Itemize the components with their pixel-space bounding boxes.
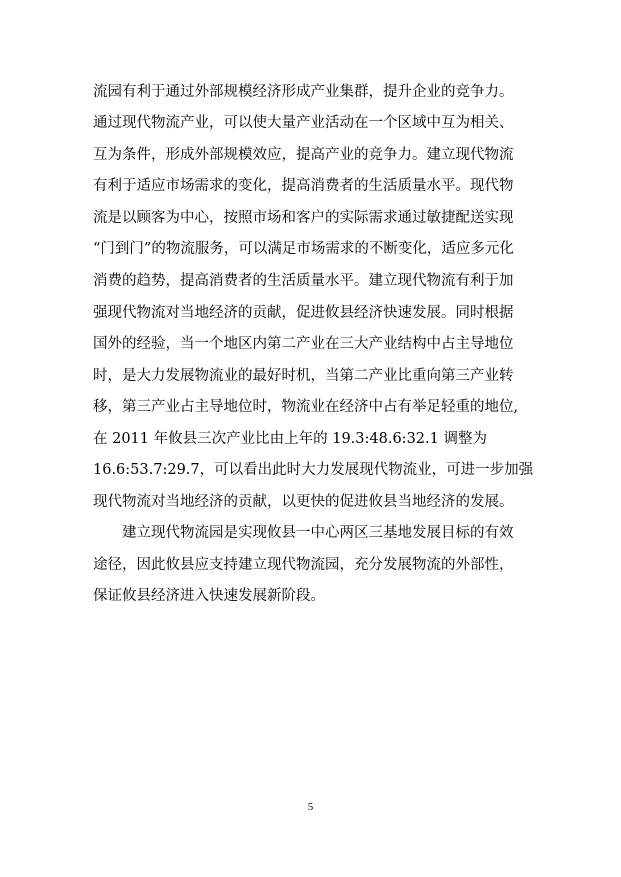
- text-line: 时，是大力发展物流业的最好时机，当第二产业比重向第三产业转: [93, 368, 514, 384]
- text-line: 通过现代物流产业，可以使大量产业活动在一个区域中互为相关、: [93, 115, 514, 131]
- text-line: 建立现代物流园是实现攸县一中心两区三基地发展目标的有效: [122, 525, 514, 541]
- text-line: 16.6:53.7:29.7，可以看出此时大力发展现代物流业，可进一步加强: [93, 462, 534, 478]
- text-line: 现代物流对当地经济的贡献，以更快的促进攸县当地经济的发展。: [93, 494, 514, 510]
- text-line: 强现代物流对当地经济的贡献，促进攸县经济快速发展。同时根据: [93, 305, 514, 321]
- text-line: 在 2011 年攸县三次产业比由上年的 19.3:48.6:32.1 调整为: [93, 431, 487, 447]
- text-line: 保证攸县经济进入快速发展新阶段。: [93, 588, 325, 604]
- text-line: 移，第三产业占主导地位时，物流业在经济中占有举足轻重的地位,: [93, 399, 519, 415]
- text-line: “门到门”的物流服务，可以满足市场需求的不断变化，适应多元化: [93, 241, 514, 257]
- text-line: 途径，因此攸县应支持建立现代物流园，充分发展物流的外部性，: [93, 557, 514, 573]
- text-line: 国外的经验，当一个地区内第二产业在三大产业结构中占主导地位: [93, 336, 514, 352]
- page-number: 5: [307, 801, 314, 813]
- text-line: 有利于适应市场需求的变化，提高消费者的生活质量水平。现代物: [93, 178, 514, 194]
- text-line: 互为条件，形成外部规模效应，提高产业的竞争力。建立现代物流: [93, 147, 514, 163]
- text-line: 消费的趋势，提高消费者的生活质量水平。建立现代物流有利于加: [93, 273, 514, 289]
- text-line: 流是以顾客为中心，按照市场和客户的实际需求通过敏捷配送实现: [93, 210, 514, 226]
- text-line: 流园有利于通过外部规模经济形成产业集群，提升企业的竞争力。: [93, 84, 514, 100]
